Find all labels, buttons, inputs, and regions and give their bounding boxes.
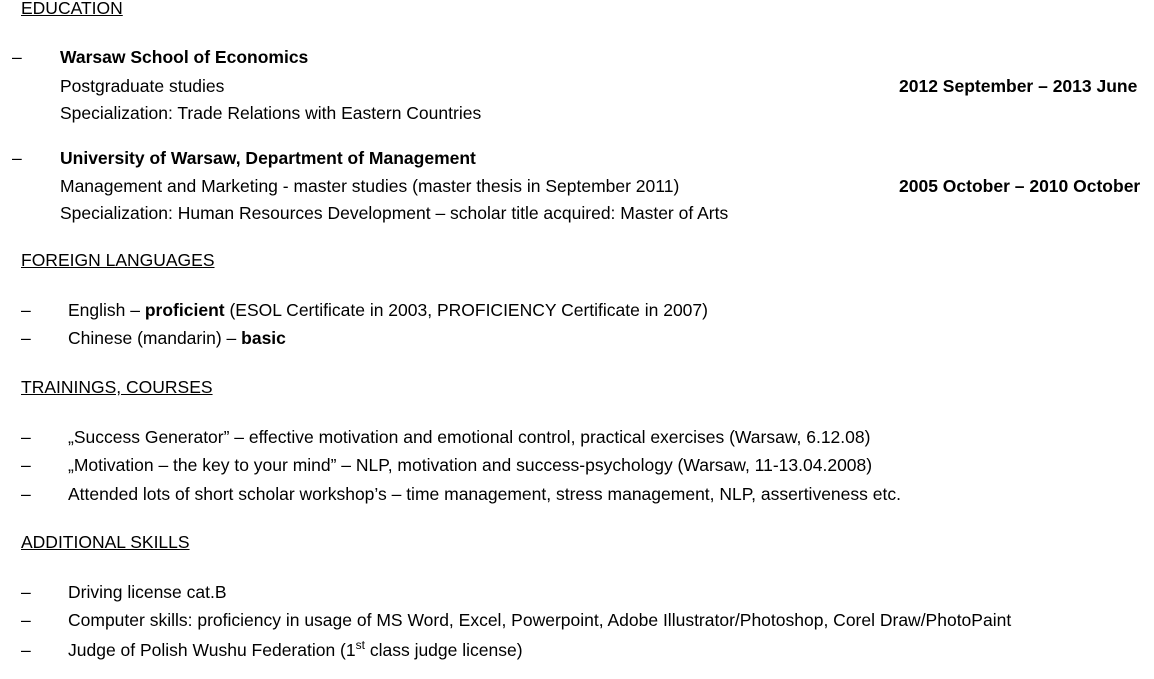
languages-heading: FOREIGN LANGUAGES <box>21 250 215 270</box>
judge-suffix: class judge license) <box>364 640 523 660</box>
language-item-chinese <box>68 327 286 349</box>
education-specialization-1: Specialization: Trade Relations with Eastern Countries <box>60 103 482 123</box>
trainings-heading: TRAININGS, COURSES <box>21 377 213 397</box>
skill-bullet-2: – <box>21 610 31 630</box>
language-bullet-2: – <box>21 328 31 348</box>
education-bullet-1: – <box>12 47 22 67</box>
language-prefix: Chinese (mandarin) – <box>68 328 242 348</box>
education-heading: EDUCATION <box>21 0 123 18</box>
skill-bullet-3: – <box>21 640 31 660</box>
language-suffix: (ESOL Certificate in 2003, PROFICIENCY Certificate in 2007) <box>224 300 708 320</box>
language-prefix: English – <box>68 300 145 320</box>
education-dates-1: 2012 September – 2013 June <box>899 76 1138 96</box>
education-program-1: Postgraduate studies <box>60 76 225 96</box>
education-specialization-2: Specialization: Human Resources Development – scholar title acquired: Master of Arts <box>60 203 729 223</box>
skills-heading: ADDITIONAL SKILLS <box>21 532 190 552</box>
education-school-1: Warsaw School of Economics <box>60 47 309 67</box>
skill-bullet-1: – <box>21 582 31 602</box>
training-item-2: „Motivation – the key to your mind” – NLP, motivation and success-psychology (Warsaw, 11-13.04.2008) <box>68 455 873 475</box>
language-bullet-1: – <box>21 300 31 320</box>
training-bullet-1: – <box>21 427 31 447</box>
education-bullet-2: – <box>12 148 22 168</box>
skill-item-judge <box>68 639 523 661</box>
judge-ordinal-suffix: st <box>355 638 365 653</box>
education-dates-2: 2005 October – 2010 October <box>899 176 1141 196</box>
training-item-3: Attended lots of short scholar workshop’s – time management, stress management, NLP, assertiveness etc. <box>68 484 901 504</box>
training-bullet-2: – <box>21 455 31 475</box>
language-level: proficient <box>144 300 225 320</box>
language-level: basic <box>241 328 286 348</box>
language-item-english <box>68 299 708 321</box>
education-program-2: Management and Marketing - master studies (master thesis in September 2011) <box>60 176 680 196</box>
training-item-1: „Success Generator” – effective motivation and emotional control, practical exercises (Warsaw, 6.12.08) <box>68 427 871 447</box>
skill-item-2: Computer skills: proficiency in usage of MS Word, Excel, Powerpoint, Adobe Illustrator/Photoshop, Corel Draw/PhotoPaint <box>68 610 1012 630</box>
education-school-2: University of Warsaw, Department of Management <box>60 148 476 168</box>
judge-prefix: Judge of Polish Wushu Federation (1 <box>68 640 356 660</box>
training-bullet-3: – <box>21 484 31 504</box>
skill-item-1: Driving license cat.B <box>68 582 227 602</box>
